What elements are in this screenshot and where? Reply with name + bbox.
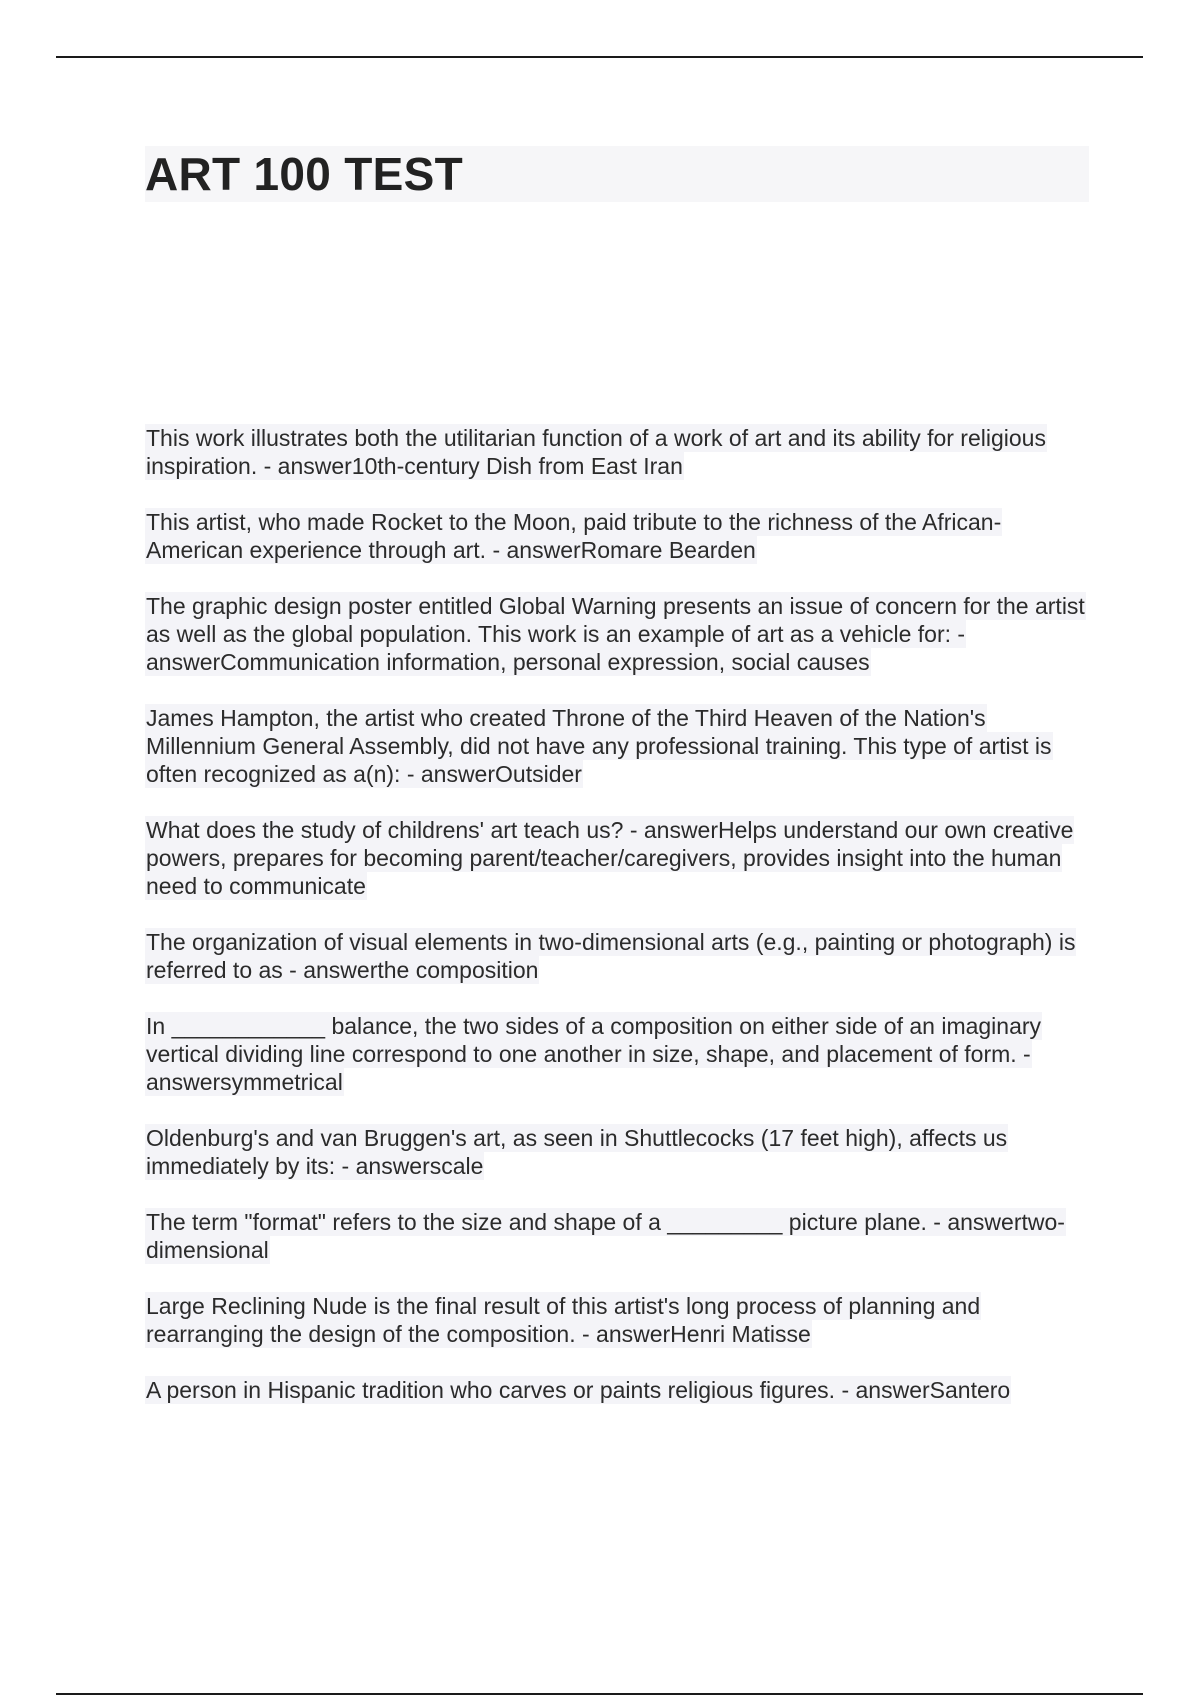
question-text: The graphic design poster entitled Global Warning presents an issue of concern for the artist as well as the global population. This work is an example of art as a vehicle for: - answerCommunication information, personal expression, social causes	[146, 593, 1085, 675]
question-item	[145, 704, 1089, 788]
question-text: A person in Hispanic tradition who carves or paints religious figures. - answerSantero	[146, 1377, 1011, 1403]
bottom-divider	[56, 1693, 1143, 1695]
page-title: ART 100 TEST	[145, 148, 464, 200]
question-text: The term "format" refers to the size and shape of a _________ picture plane. - answertwo-dimensional	[146, 1209, 1065, 1263]
question-text: In ____________ balance, the two sides of a composition on either side of an imaginary vertical dividing line correspond to one another in size, shape, and placement of form. - answersymmetrical	[146, 1013, 1042, 1095]
question-text: What does the study of childrens' art teach us? - answerHelps understand our own creative powers, prepares for becoming parent/teacher/caregivers, provides insight into the human need to communicate	[146, 817, 1074, 899]
question-item	[145, 1124, 1089, 1180]
question-item	[145, 1208, 1089, 1264]
question-item	[145, 508, 1089, 564]
question-item	[145, 1012, 1089, 1096]
question-text: Oldenburg's and van Bruggen's art, as seen in Shuttlecocks (17 feet high), affects us immediately by its: - answerscale	[146, 1125, 1008, 1179]
question-item	[145, 592, 1089, 676]
question-text: Large Reclining Nude is the final result of this artist's long process of planning and rearranging the design of the composition. - answerHenri Matisse	[146, 1293, 981, 1347]
question-text: This artist, who made Rocket to the Moon, paid tribute to the richness of the African-American experience through art. - answerRomare Bearden	[146, 509, 1002, 563]
question-text: This work illustrates both the utilitarian function of a work of art and its ability for religious inspiration. - answer10th-century Dish from East Iran	[146, 425, 1046, 479]
question-item	[145, 928, 1089, 984]
question-item	[145, 424, 1089, 480]
top-divider	[56, 56, 1143, 58]
question-list	[145, 424, 1089, 1432]
question-item	[145, 1376, 1089, 1404]
title-block	[145, 146, 1089, 202]
question-item	[145, 1292, 1089, 1348]
question-item	[145, 816, 1089, 900]
question-text: The organization of visual elements in two-dimensional arts (e.g., painting or photograph) is referred to as - answerthe composition	[146, 929, 1076, 983]
question-text: James Hampton, the artist who created Throne of the Third Heaven of the Nation's Millennium General Assembly, did not have any professional training. This type of artist is often recognized as a(n): - answerOutsider	[146, 705, 1052, 787]
